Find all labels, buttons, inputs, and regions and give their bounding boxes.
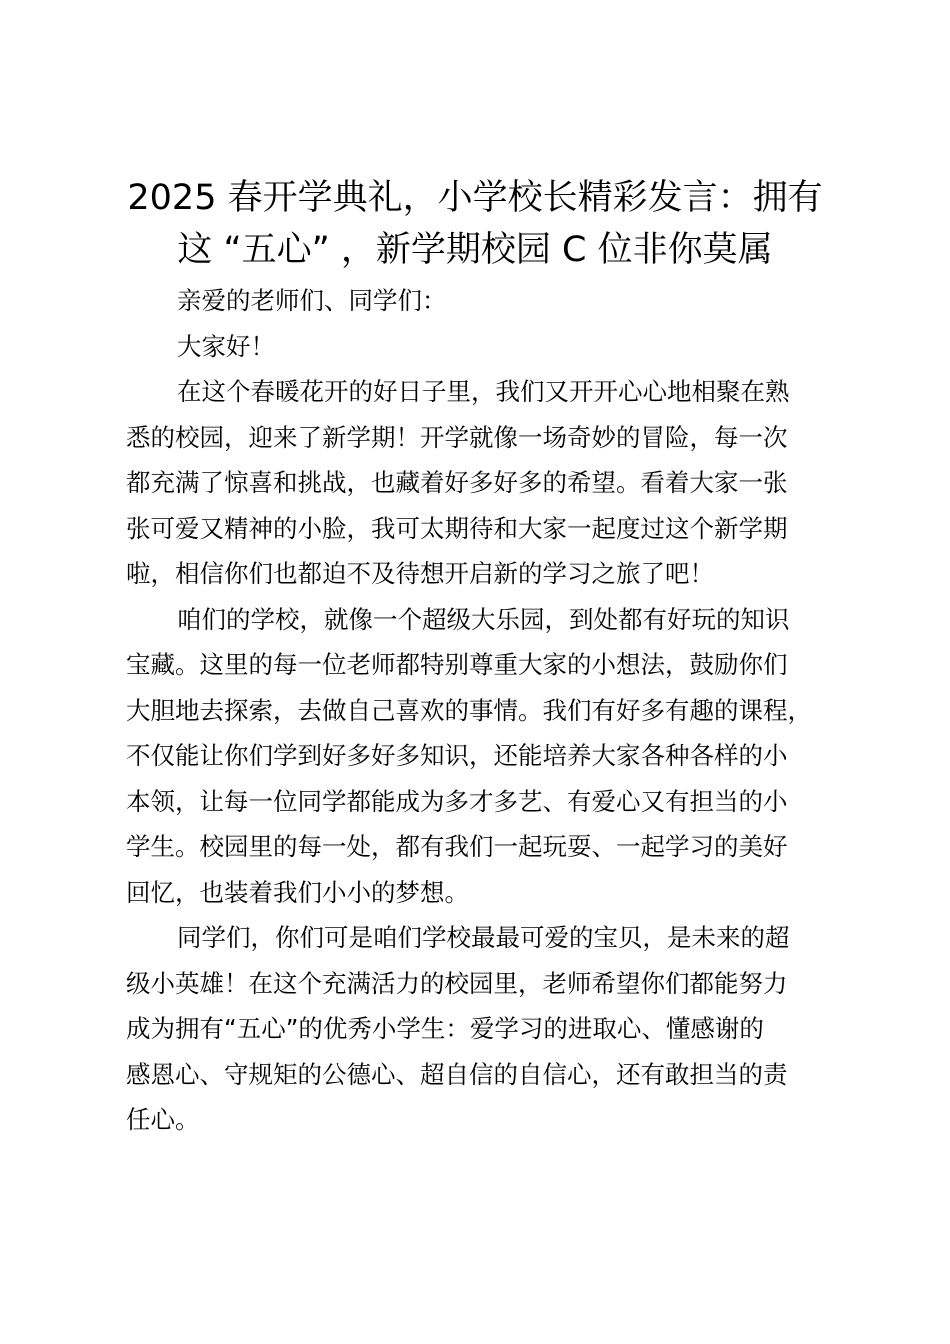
text-line: 亲爱的老师们、同学们：: [177, 286, 447, 315]
document-title: [120, 172, 830, 276]
text-line: 级小英雄！在这个充满活力的校园里，老师希望你们都能努力: [126, 968, 788, 998]
title-line: 2025 春开学典礼，小学校长精彩发言：拥有: [127, 178, 823, 218]
text-line: 悉的校园，迎来了新学期！开学就像一场奇妙的冒险，每一次: [126, 422, 788, 452]
text-line: 同学们，你们可是咱们学校最最可爱的宝贝，是未来的超: [177, 923, 790, 952]
text-line: 不仅能让你们学到好多好多知识，还能培养大家各种各样的小: [126, 741, 788, 770]
text-line: 本领，让每一位同学都能成为多才多艺、有爱心又有担当的小: [126, 786, 788, 816]
text-line: 张可爱又精神的小脸，我可太期待和大家一起度过这个新学期: [126, 513, 788, 543]
text-line: 大胆地去探索，去做自己喜欢的事情。我们有好多有趣的课程，: [126, 695, 812, 725]
text-line: 任心。: [126, 1105, 200, 1134]
text-line: 感恩心、守规矩的公德心、超自信的自信心，还有敢担当的责: [126, 1059, 788, 1089]
document-body: [126, 278, 846, 1143]
text-line: 宝藏。这里的每一位老师都特别尊重大家的小想法，鼓励你们: [126, 650, 788, 679]
text-line: 咱们的学校，就像一个超级大乐园，到处都有好玩的知识: [177, 604, 790, 634]
title-line: 这 “五心” ，新学期校园 C 位非你莫属: [177, 230, 773, 270]
text-line: 回忆，也装着我们小小的梦想。: [126, 877, 469, 907]
text-line: 在这个春暖花开的好日子里，我们又开开心心地相聚在熟: [177, 377, 790, 406]
text-line: 学生。校园里的每一处，都有我们一起玩耍、一起学习的美好: [126, 832, 788, 861]
text-line: 大家好！: [177, 331, 275, 361]
text-line: 都充满了惊喜和挑战，也藏着好多好多的希望。看着大家一张: [126, 468, 788, 497]
text-line: 啦，相信你们也都迫不及待想开启新的学习之旅了吧！: [126, 559, 714, 588]
text-line: 成为拥有“五心”的优秀小学生：爱学习的进取心、懂感谢的: [126, 1014, 764, 1043]
